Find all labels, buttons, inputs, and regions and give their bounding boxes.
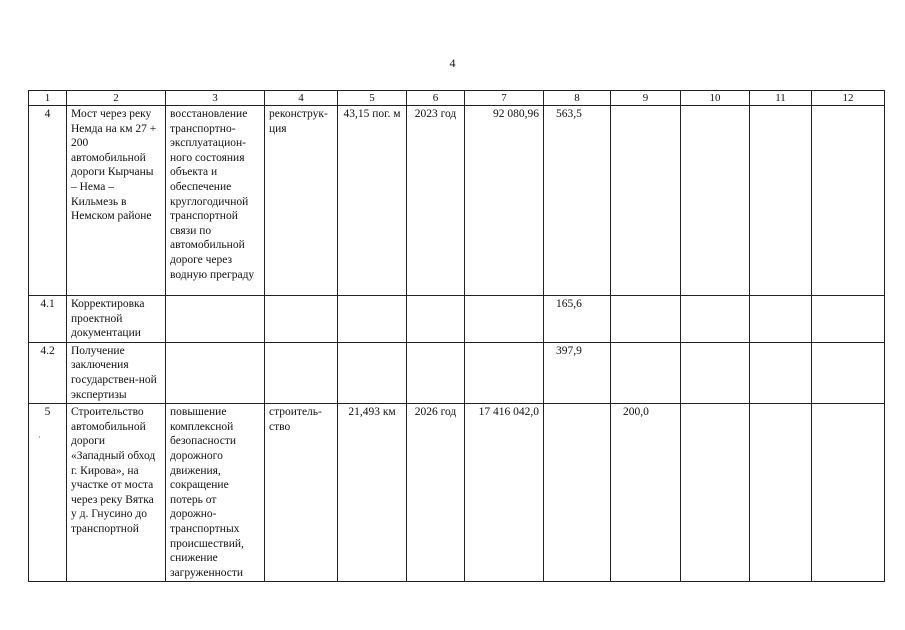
work-type: строитель-ство (265, 404, 338, 582)
capacity (338, 296, 407, 343)
page-number: 4 (449, 56, 456, 70)
column-header: 7 (465, 91, 544, 106)
column-header: 5 (338, 91, 407, 106)
column-header: 12 (812, 91, 885, 106)
funding-col-10 (681, 296, 750, 343)
column-number-row (29, 91, 885, 106)
object-name: Мост через реку Немда на км 27 + 200 автомобильной дороги Кырчаны – Нема – Кильмезь в Немском районе (67, 106, 166, 296)
column-header: 6 (407, 91, 465, 106)
work-type (265, 296, 338, 343)
funding-col-8: 397,9 (544, 342, 611, 403)
completion-year (407, 296, 465, 343)
object-name: Строительство автомобильной дороги «Западный обход г. Кирова», на участке от моста через реку Вятка у д. Гнусино до транспортной (67, 404, 166, 582)
objects-table (28, 90, 885, 582)
funding-col-9 (611, 106, 681, 296)
objective (166, 296, 265, 343)
column-header: 1 (29, 91, 67, 106)
funding-col-10 (681, 106, 750, 296)
column-header: 10 (681, 91, 750, 106)
funding-col-8: 563,5 (544, 106, 611, 296)
table-row (29, 106, 885, 296)
column-header: 11 (750, 91, 812, 106)
estimated-cost (465, 296, 544, 343)
funding-col-9 (611, 342, 681, 403)
funding-col-12 (812, 342, 885, 403)
work-type: реконструк-ция (265, 106, 338, 296)
funding-col-12 (812, 106, 885, 296)
table-row (29, 296, 885, 343)
objective: восстановление транспортно-эксплуатацион-ного состояния объекта и обеспечение круглогодичной транспортной связи по автомобильной дороге через водную преграду (166, 106, 265, 296)
column-header: 2 (67, 91, 166, 106)
column-header: 4 (265, 91, 338, 106)
estimated-cost: 92 080,96 (465, 106, 544, 296)
completion-year: 2023 год (407, 106, 465, 296)
column-header: 8 (544, 91, 611, 106)
funding-col-12 (812, 296, 885, 343)
funding-col-11 (750, 404, 812, 582)
column-header: 9 (611, 91, 681, 106)
table-row (29, 404, 885, 582)
completion-year: 2026 год (407, 404, 465, 582)
work-type (265, 342, 338, 403)
table-row (29, 342, 885, 403)
row-number: 4 (29, 106, 67, 296)
funding-col-12 (812, 404, 885, 582)
completion-year (407, 342, 465, 403)
capacity: 43,15 пог. м (338, 106, 407, 296)
objective (166, 342, 265, 403)
funding-col-8 (544, 404, 611, 582)
estimated-cost (465, 342, 544, 403)
column-header: 3 (166, 91, 265, 106)
funding-col-10 (681, 342, 750, 403)
funding-col-9: 200,0 (611, 404, 681, 582)
funding-col-9 (611, 296, 681, 343)
scan-speck: · (38, 432, 41, 442)
estimated-cost: 17 416 042,0 (465, 404, 544, 582)
funding-col-11 (750, 106, 812, 296)
object-name: Получение заключения государствен-ной экспертизы (67, 342, 166, 403)
funding-col-8: 165,6 (544, 296, 611, 343)
object-name: Корректировка проектной документации (67, 296, 166, 343)
objective: повышение комплексной безопасности дорожного движения, сокращение потерь от дорожно-транспортных происшествий, снижение загруженности (166, 404, 265, 582)
capacity (338, 342, 407, 403)
funding-col-10 (681, 404, 750, 582)
row-number: 4.2 (29, 342, 67, 403)
funding-col-11 (750, 296, 812, 343)
funding-col-11 (750, 342, 812, 403)
capacity: 21,493 км (338, 404, 407, 582)
row-number: 4.1 (29, 296, 67, 343)
row-number: 5 (29, 404, 67, 582)
